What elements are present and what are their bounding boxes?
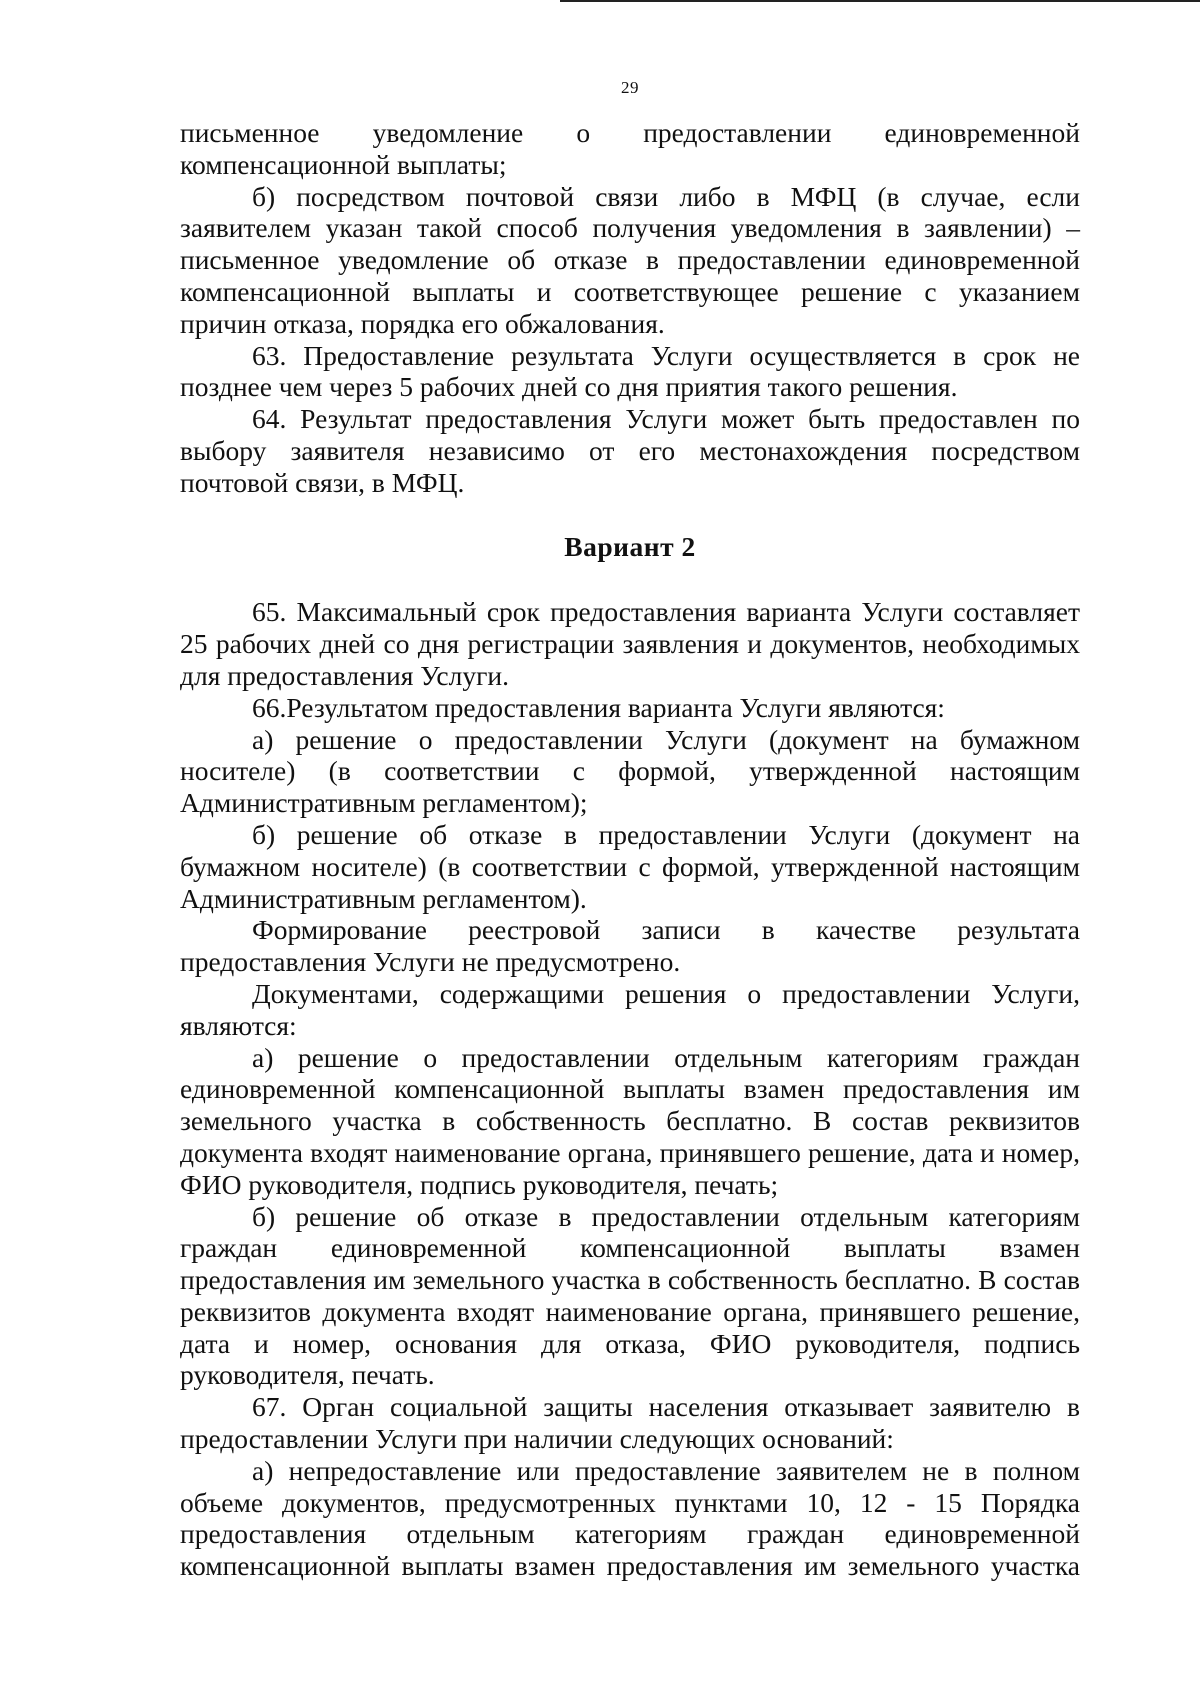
page-number: 29: [621, 78, 639, 97]
paragraph-b-refusal-notice: б) посредством почтовой связи либо в МФЦ (в случае, если заявителем указан такой способ получения уведомления в заявлении) – письменное уведомление об отказе в предоставлении единовременной компенсационной выплаты и соответствующее решение с указанием причин отказа, порядка его обжалования.: [180, 180, 1080, 339]
paragraph-66: 66.Результатом предоставления варианта Услуги являются:: [252, 691, 945, 723]
scan-edge-line: [560, 0, 1200, 2]
paragraph-67a: а) непредоставление или предоставление заявителем не в полном объеме документов, предусмотренных пунктами 10, 12 - 15 Порядка предоставления отдельным категориям граждан единовременной компенсационной выплаты взамен предоставления им земельного участка: [180, 1454, 1080, 1582]
paragraph-continued-notice: письменное уведомление о предоставлении единовременной компенсационной выплаты;: [180, 117, 1080, 180]
section-heading: Вариант 2: [564, 530, 696, 562]
paragraph-document-b: б) решение об отказе в предоставлении отдельным категориям граждан единовременной компенсационной выплаты взамен предоставления им земельного участка в собственность бесплатно. В состав реквизитов документа входят наименование органа, принявшего решение, дата и номер, основания для отказа, ФИО руководителя, подпись руководителя, печать.: [180, 1200, 1080, 1391]
paragraph-registry-record: Формирование реестровой записи в качестве результата предоставления Услуги не предусмотрено.: [180, 914, 1080, 978]
paragraph-66a: а) решение о предоставлении Услуги (документ на бумажном носителе) (в соответствии с формой, утвержденной настоящим Административным регламентом);: [180, 723, 1080, 819]
paragraph-65: 65. Максимальный срок предоставления варианта Услуги составляет 25 рабочих дней со дня регистрации заявления и документов, необходимых для предоставления Услуги.: [180, 596, 1080, 691]
document-body: [180, 117, 1080, 1582]
paragraph-64: 64. Результат предоставления Услуги может быть предоставлен по выбору заявителя независимо от его местонахождения посредством почтовой связи, в МФЦ.: [180, 403, 1080, 498]
paragraph-document-a: а) решение о предоставлении отдельным категориям граждан единовременной компенсационной выплаты взамен предоставления им земельного участка в собственность бесплатно. В состав реквизитов документа входят наименование органа, принявшего решение, дата и номер, ФИО руководителя, подпись руководителя, печать;: [180, 1041, 1080, 1200]
paragraph-67: 67. Орган социальной защиты населения отказывает заявителю в предоставлении Услуги при наличии следующих оснований:: [180, 1391, 1080, 1455]
paragraph-documents: Документами, содержащими решения о предоставлении Услуги, являются:: [180, 977, 1080, 1041]
paragraph-66b: б) решение об отказе в предоставлении Услуги (документ на бумажном носителе) (в соответствии с формой, утвержденной настоящим Административным регламентом).: [180, 818, 1080, 914]
paragraph-63: 63. Предоставление результата Услуги осуществляется в срок не позднее чем через 5 рабочих дней со дня приятия такого решения.: [180, 339, 1080, 403]
